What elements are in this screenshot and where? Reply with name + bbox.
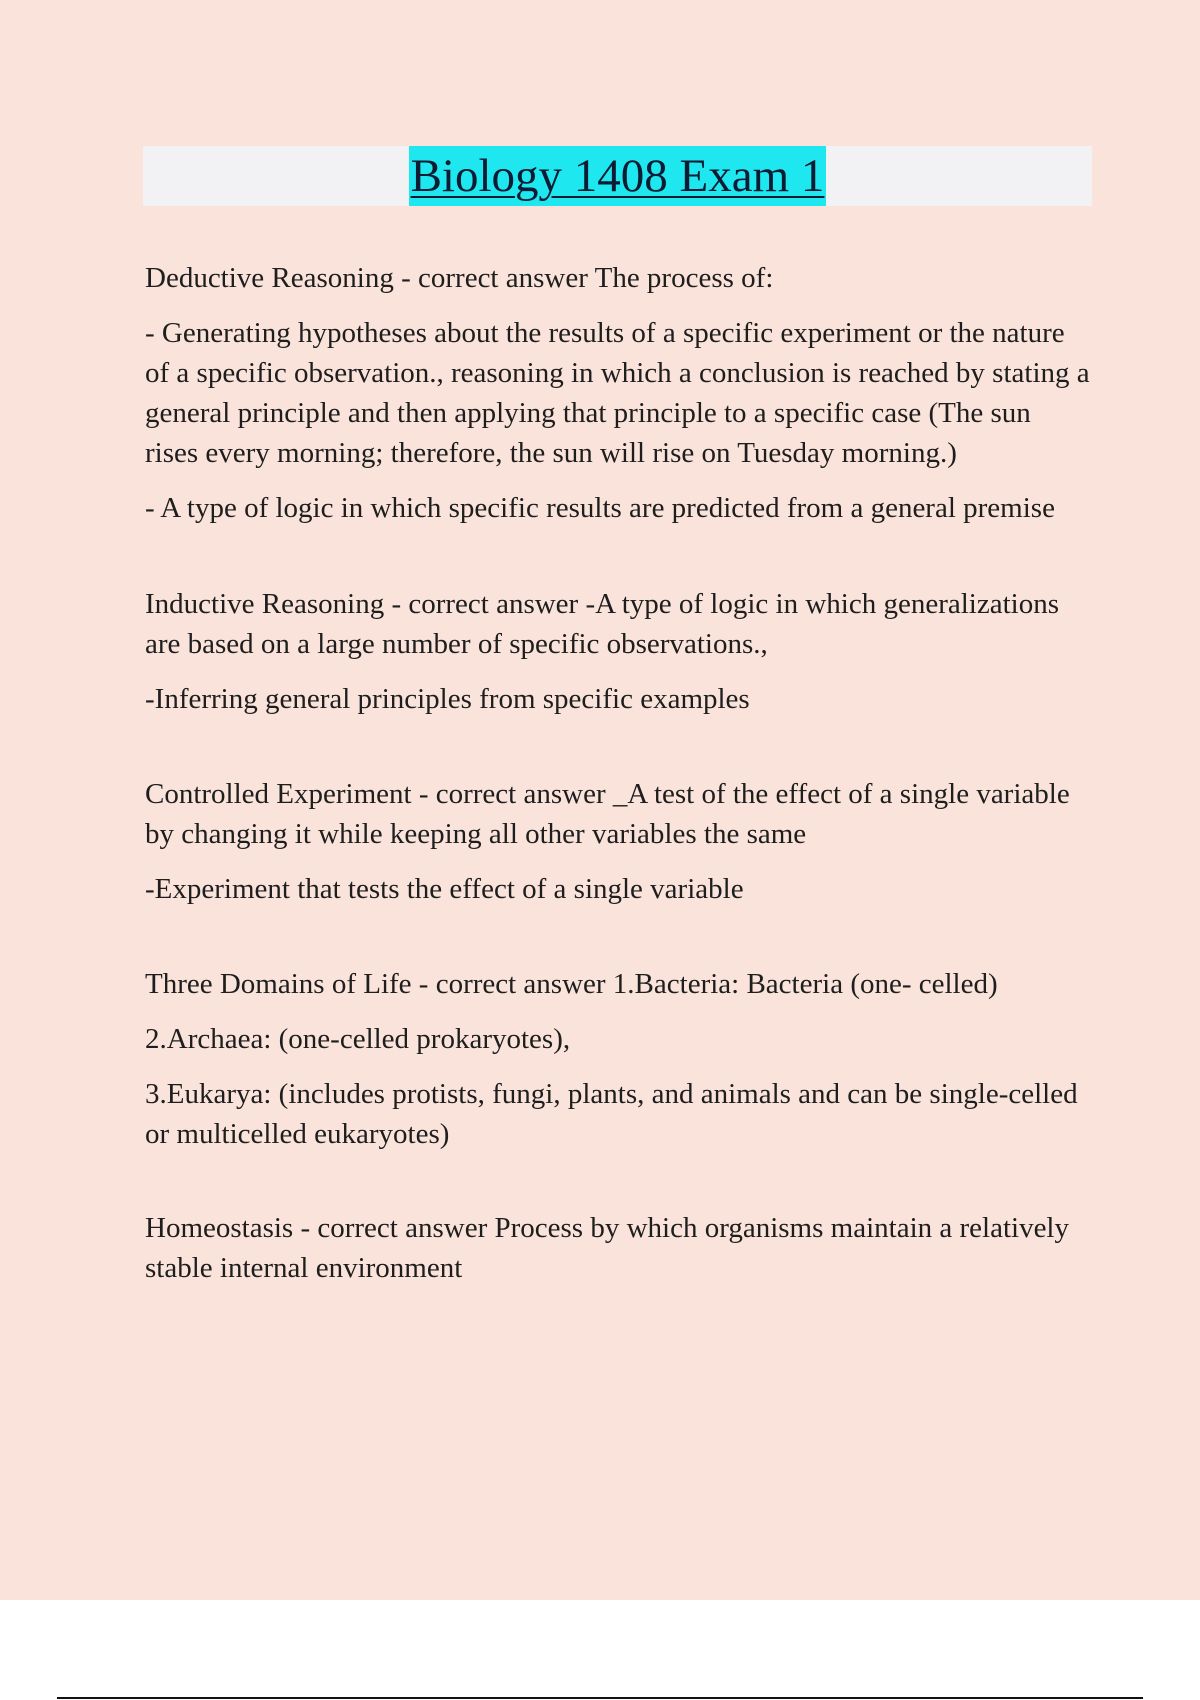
entry-paragraph: Inductive Reasoning - correct answer -A type of logic in which generalizations are based on a large number of specific observations., — [145, 588, 1059, 660]
entry-three-domains-of-life — [145, 964, 1090, 1154]
entry-paragraph: 2.Archaea: (one-celled prokaryotes), — [145, 1023, 571, 1055]
document-title: Biology 1408 Exam 1 — [409, 146, 827, 206]
entry-deductive-reasoning — [145, 258, 1090, 528]
title-band — [143, 146, 1092, 206]
entry-paragraph: - Generating hypotheses about the results of a specific experiment or the nature of a specific observation., reasoning in which a conclusion is reached by stating a general principle and then applying that principle to a specific case (The sun rises every morning; therefore, the sun will rise on Tuesday morning.) — [145, 317, 1090, 469]
entry-homeostasis — [145, 1208, 1090, 1288]
entry-paragraph: Deductive Reasoning - correct answer The process of: — [145, 262, 774, 294]
footer-divider — [57, 1697, 1143, 1699]
entry-paragraph: 3.Eukarya: (includes protists, fungi, plants, and animals and can be single-celled or multicelled eukaryotes) — [145, 1078, 1078, 1150]
entry-paragraph: Homeostasis - correct answer Process by which organisms maintain a relatively stable internal environment — [145, 1212, 1069, 1284]
entry-paragraph: -Inferring general principles from specific examples — [145, 683, 750, 715]
entry-controlled-experiment — [145, 774, 1090, 909]
entry-paragraph: Three Domains of Life - correct answer 1.Bacteria: Bacteria (one- celled) — [145, 968, 998, 1000]
entry-paragraph: - A type of logic in which specific results are predicted from a general premise — [145, 492, 1055, 524]
entry-inductive-reasoning — [145, 584, 1090, 719]
document-content — [145, 258, 1090, 1288]
entry-paragraph: -Experiment that tests the effect of a single variable — [145, 873, 744, 905]
entry-paragraph: Controlled Experiment - correct answer _A test of the effect of a single variable by changing it while keeping all other variables the same — [145, 778, 1070, 850]
